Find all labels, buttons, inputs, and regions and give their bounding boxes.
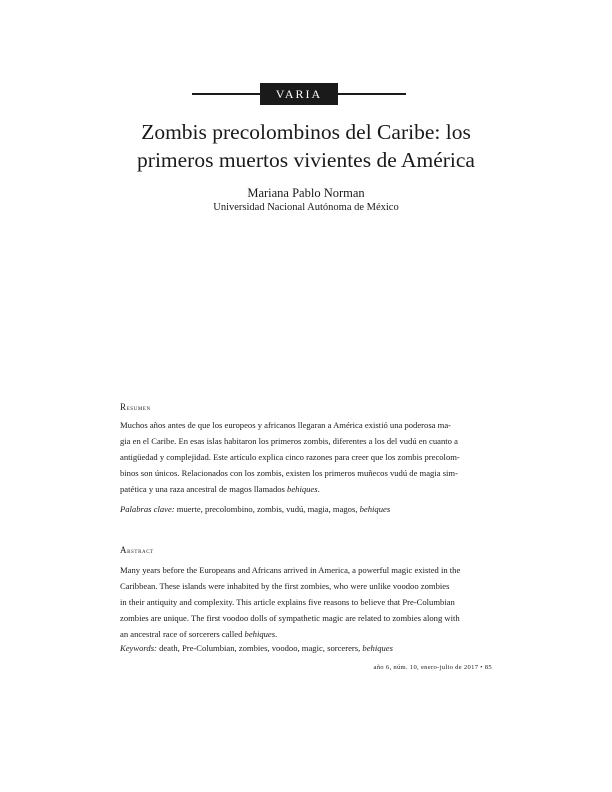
section-header: [192, 83, 406, 105]
abstract-line: Many years before the Europeans and Africans arrived in America, a powerful magic existed in the: [120, 565, 461, 575]
resumen-line: gia en el Caribe. En esas islas habitaron los primeros zombis, diferentes a los del vudú en cuanto a: [120, 435, 458, 446]
author-affiliation: Universidad Nacional Autónoma de México: [213, 202, 399, 213]
abstract-heading: Abstract: [120, 545, 154, 555]
abstract-line: an ancestral race of sorcerers called: [120, 628, 245, 639]
article-title: [90, 118, 522, 174]
keywords-italic: behiques: [359, 504, 391, 514]
resumen-heading: Resumen: [120, 402, 151, 412]
resumen-line: binos son únicos. Relacionados con los zombis, existen los primeros muñecos vudú de magia sim-: [120, 467, 458, 478]
abstract-keywords: [120, 641, 492, 656]
resumen-line: Muchos años antes de que los europeos y africanos llegaran a América existió una poderosa ma-: [120, 420, 451, 430]
resumen-line: patética y una raza ancestral de magos llamados: [120, 483, 288, 494]
title-line-2: primeros muertos vivientes de América: [137, 148, 475, 172]
keywords-label: Palabras clave:: [120, 504, 175, 514]
keywords-text: muerte, precolombino, zombis, vudú, magia, magos,: [174, 504, 360, 514]
section-label: VARIA: [260, 83, 338, 105]
resumen-line: antigüedad y complejidad. Este artículo explica cinco razones para creer que los zombis precolom-: [120, 451, 460, 462]
header-rule-right: [338, 93, 406, 95]
abstract-paragraph: [120, 563, 492, 643]
abstract-line: in their antiquity and complexity. This article explains five reasons to believe that Pre-Columbian: [120, 596, 455, 607]
keywords-italic: behiques: [362, 643, 393, 653]
resumen-italic-term: behiques: [287, 483, 318, 494]
title-line-1: Zombis precolombinos del Caribe: los: [141, 120, 471, 144]
resumen-end: .: [317, 483, 320, 494]
abstract-line: zombies are unique. The first voodoo dolls of sympathetic magic are related to zombies along with: [120, 612, 460, 623]
abstract-end: .: [275, 628, 278, 639]
keywords-text: death, Pre-Columbian, zombies, voodoo, magic, sorcerers,: [156, 643, 363, 653]
keywords-label: Keywords:: [120, 643, 157, 653]
resumen-keywords: [120, 502, 492, 517]
page-footer: año 6, núm. 10, enero-julio de 2017 • 85: [373, 664, 492, 671]
abstract-line: Caribbean. These islands were inhabited by the first zombies, who were unlike voodoo zombies: [120, 580, 450, 591]
author-name: Mariana Pablo Norman: [247, 186, 365, 200]
resumen-paragraph: [120, 418, 492, 498]
abstract-italic-term: behiques: [244, 628, 276, 639]
header-rule-left: [192, 93, 260, 95]
